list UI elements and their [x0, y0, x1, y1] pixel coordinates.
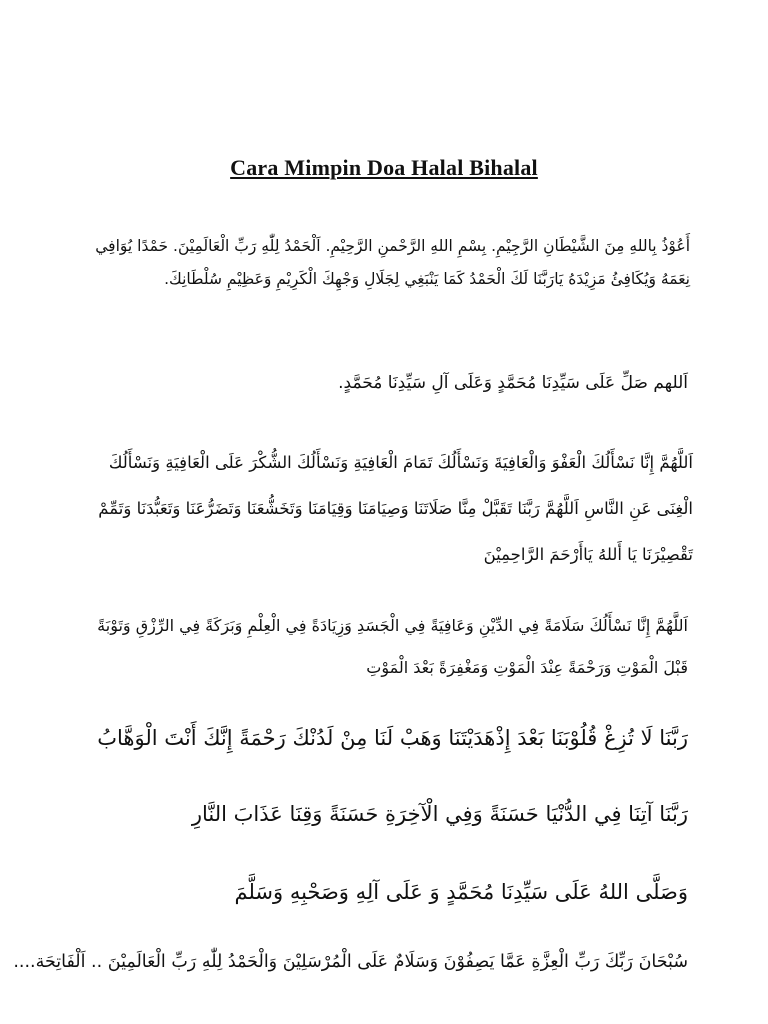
closing-subhana-line: سُبْحَانَ رَبِّكَ رَبِّ الْعِزَّةِ عَمَّا يَصِفُوْنَ وَسَلَامٌ عَلَى الْمُرْسَلِيْنَ وَالْحَمْدُ لِلّٰهِ رَبِّ الْعَالَمِيْنَ .. اَلْفَاتِحَة....: [13, 952, 688, 972]
afiyah-prayer-paragraph: اَللَّهُمَّ إِنَّا نَسْأَلُكَ الْعَفْوَ وَالْعَافِيَةَ وَنَسْأَلُكَ تَمَامَ الْعَافِيَةِ وَنَسْأَلُكَ الشُّكْرَ عَلَى الْعَافِيَةِ وَنَسْأَلُكَ الْغِنَى عَنِ النَّاسِ اَللَّهُمَّ رَبَّنَا تَقَبَّلْ مِنَّا صَلَاتَنَا وَصِيَامَنَا وَقِيَامَنَا وَتَخَشُّعَنَا وَتَضَرُّعَنَا وَتَعَبُّدَنَا وَتَمِّمْ تَقْصِيْرَنَا يَا أَللهُ يَاأَرْحَمَ الرَّاحِمِيْنَ: [98, 453, 693, 564]
salawat-paragraph: اَللهم صَلِّ عَلَى سَيِّدِنَا مُحَمَّدٍ وَعَلَى آلِ سَيِّدِنَا مُحَمَّدٍ.: [338, 373, 688, 393]
rabbana-atina-line: رَبَّنَا آتِنَا فِي الدُّنْيَا حَسَنَةً وَفِي الْآخِرَةِ حَسَنَةً وَقِنَا عَذَابَ النَّارِ: [191, 802, 688, 826]
closing-salawat-line: وَصَلَّى اللهُ عَلَى سَيِّدِنَا مُحَمَّدٍ وَ عَلَى آلِهِ وَصَحْبِهِ وَسَلَّمَ: [234, 880, 688, 904]
opening-prayer-paragraph: أَعُوْذُ بِاللهِ مِنَ الشَّيْطَانِ الرَّجِيْمِ. بِسْمِ اللهِ الرَّحْمنِ الرَّحِيْمِ. اَلْحَمْدُ لِلّٰهِ رَبِّ الْعَالَمِيْنَ. حَمْدًا يُوَافِي نِعَمَهُ وَيُكَافِئُ مَزِيْدَهُ يَارَبَّنَا لَكَ الْحَمْدُ كَمَا يَنْبَغِي لِجَلَالِ وَجْهِكَ الْكَرِيْمِ وَعَظِيْمِ سُلْطَانِكَ.: [95, 237, 690, 288]
page-title: Cara Mimpin Doa Halal Bihalal: [230, 155, 538, 180]
salamah-prayer-paragraph: اَللَّهُمَّ إِنَّا نَسْأَلُكَ سَلَامَةً فِي الدِّيْنِ وَعَافِيَةً فِي الْجَسَدِ وَزِيَادَةً فِي الْعِلْمِ وَبَرَكَةً فِي الرِّزْقِ وَتَوْبَةً قَبْلَ الْمَوْتِ وَرَحْمَةً عِنْدَ الْمَوْتِ وَمَغْفِرَةً بَعْدَ الْمَوْتِ: [97, 616, 688, 677]
rabbana-la-tuzigh-line: رَبَّنَا لَا تُزِغْ قُلُوْبَنَا بَعْدَ إِذْهَدَيْتَنَا وَهَبْ لَنَا مِنْ لَدُنْكَ رَحْمَةً إِنَّكَ أَنْتَ الْوَهَّابُ: [97, 726, 688, 750]
